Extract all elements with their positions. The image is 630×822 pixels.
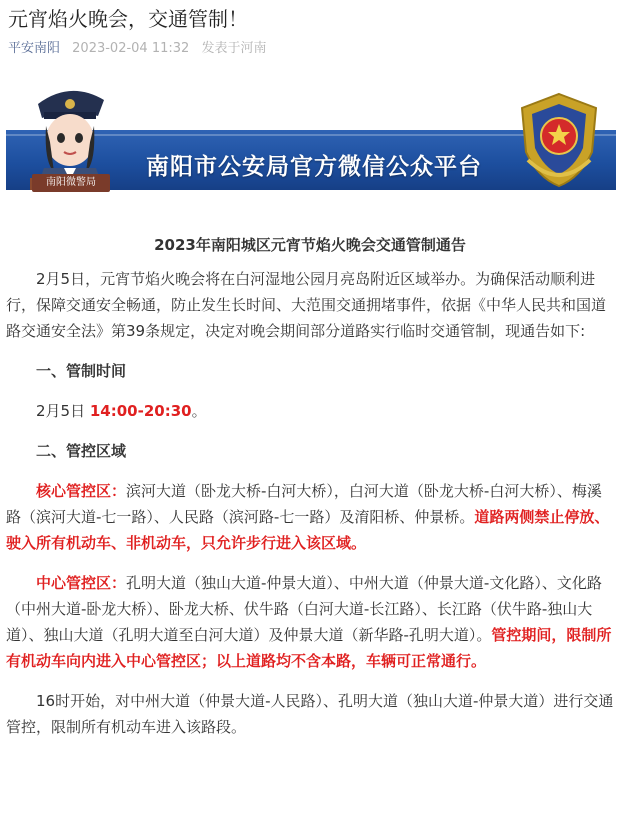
section-area-heading: 二、管控区域 — [36, 442, 127, 460]
center-zone-label: 中心管控区： — [36, 574, 127, 592]
article-body — [6, 232, 614, 754]
time-prefix: 2月5日 — [36, 402, 90, 420]
core-zone-paragraph — [6, 478, 614, 556]
center-zone-text: 孔明大道（独山大道-仲景大道）、中州大道（仲景大道-文化路）、文化路（中州大道-卧龙大桥）、卧龙大桥、伏牛路（白河大道-长江路）、长江路（伏牛路-独山大道）、独山大道（孔明大道至白河大道）及仲景大道（新华路-孔明大道）。 — [6, 574, 602, 644]
center-zone-rule: 管控期间，限制所有机动车向内进入中心管控区；以上道路均不含本路，车辆可正常通行。 — [6, 626, 612, 670]
core-zone-label: 核心管控区： — [36, 482, 127, 500]
time-value: 14:00-20:30 — [89, 402, 192, 420]
article-meta — [8, 41, 266, 57]
time-suffix: 。 — [191, 402, 207, 420]
intro-paragraph: 2月5日，元宵节焰火晚会将在白河湿地公园月亮岛附近区域举办。为确保活动顺利进行，保障交通安全畅通，防止发生长时间、大范围交通拥堵事件，依据《中华人民共和国道路交通安全法》第39条规定，决定对晚会期间部分道路实行临时交通管制，现通告如下: — [6, 270, 607, 340]
banner-tag: 南阳微警局 — [32, 174, 110, 192]
header-banner-image — [6, 82, 616, 192]
core-zone-text: 滨河大道（卧龙大桥-白河大桥），白河大道（卧龙大桥-白河大桥）、梅溪路（滨河大道-七一路）、人民路（滨河路-七一路）及淯阳桥、仲景桥。 — [6, 482, 602, 526]
publish-date: 2023-02-04 11:32 — [72, 41, 190, 56]
publish-location: 发表于河南 — [201, 41, 267, 56]
police-emblem-icon — [514, 90, 604, 190]
section-time-heading: 一、管制时间 — [36, 362, 127, 380]
center-zone-paragraph — [6, 570, 614, 674]
time-paragraph — [6, 398, 614, 424]
notice-heading: 2023年南阳城区元宵节焰火晚会交通管制通告 — [154, 236, 466, 254]
article-title: 元宵焰火晚会，交通管制！ — [8, 7, 248, 31]
account-name-link[interactable]: 平安南阳 — [8, 41, 61, 56]
core-zone-rule: 道路两侧禁止停放、驶入所有机动车、非机动车，只允许步行进入该区域。 — [6, 508, 610, 552]
last-paragraph: 16时开始，对中州大道（仲景大道-人民路）、孔明大道（独山大道-仲景大道）进行交通管控，限制所有机动车进入该路段。 — [6, 692, 614, 736]
banner-title: 南阳市公安局官方微信公众平台 — [146, 154, 482, 180]
